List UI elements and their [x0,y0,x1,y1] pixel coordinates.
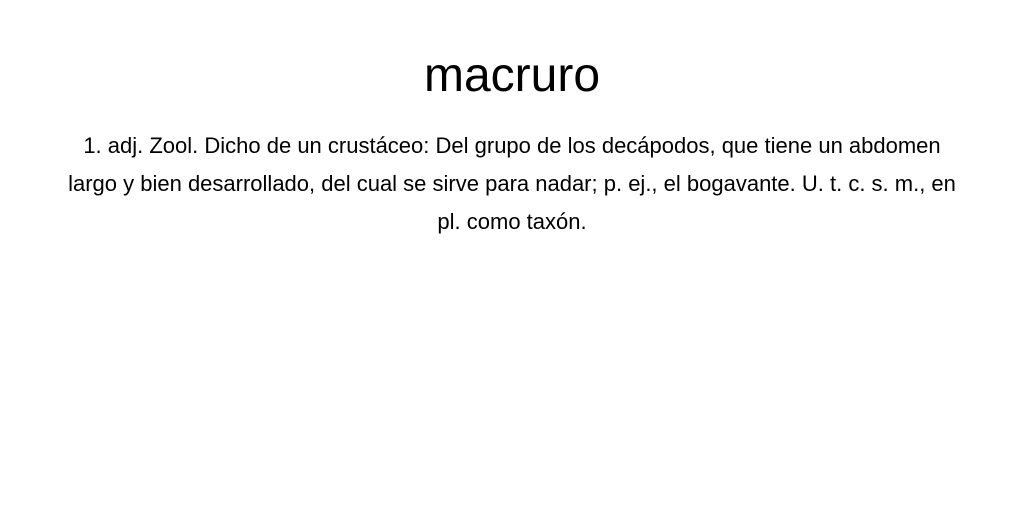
entry-definition: 1. adj. Zool. Dicho de un crustáceo: Del grupo de los decápodos, que tiene un abdomen largo y bien desarrollado, del cual se sirve para nadar; p. ej., el bogavante. U. t. c. s. m., en pl. como taxón. [68,133,956,234]
entry-headword: macruro [423,49,601,102]
